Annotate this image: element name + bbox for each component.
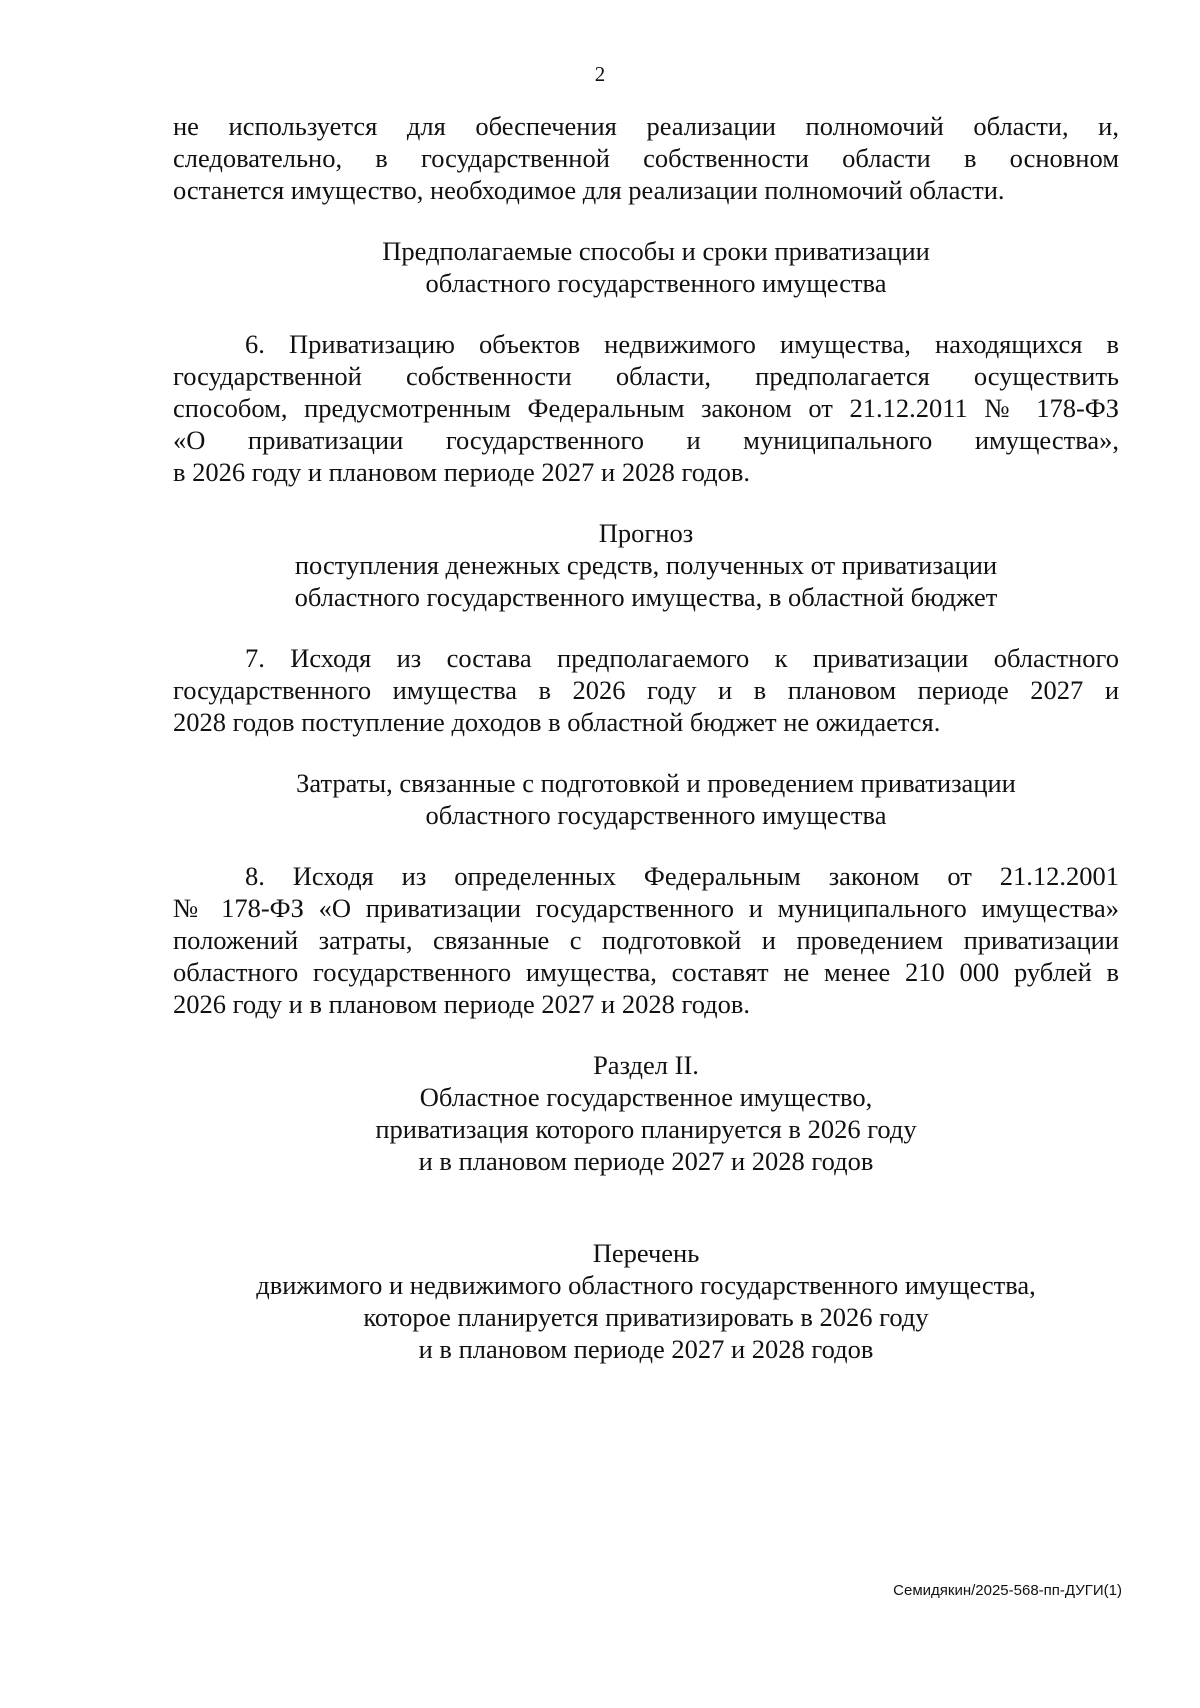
text-line: 7. Исходя из состава предполагаемого к приватизации областного bbox=[245, 643, 1119, 673]
paragraph-6 bbox=[173, 328, 1119, 488]
text-line: следовательно, в государственной собственности области в основном bbox=[173, 143, 1119, 173]
heading-forecast bbox=[173, 517, 1119, 613]
heading-line: областного государственного имущества bbox=[425, 800, 887, 830]
heading-line: областного государственного имущества bbox=[425, 268, 887, 298]
text-line: способом, предусмотренным Федеральным законом от 21.12.2011 № 178-ФЗ bbox=[173, 393, 1119, 423]
paragraph-7 bbox=[173, 642, 1119, 738]
text-line: 8. Исходя из определенных Федеральным законом от 21.12.2001 bbox=[245, 861, 1119, 891]
heading-line: и в плановом периоде 2027 и 2028 годов bbox=[418, 1334, 874, 1364]
heading-line: Прогноз bbox=[598, 518, 694, 548]
text-line: не используется для обеспечения реализации полномочий области, и, bbox=[173, 111, 1119, 141]
heading-line: областного государственного имущества, в областной бюджет bbox=[294, 582, 998, 612]
heading-section-2 bbox=[173, 1049, 1119, 1177]
heading-methods bbox=[173, 235, 1119, 299]
text-line: № 178-ФЗ «О приватизации государственного и муниципального имущества» bbox=[173, 893, 1119, 923]
heading-line: движимого и недвижимого областного государственного имущества, bbox=[256, 1270, 1036, 1300]
heading-line: которое планируется приватизировать в 2026 году bbox=[363, 1302, 929, 1332]
document-body bbox=[173, 110, 1119, 1365]
paragraph-8 bbox=[173, 860, 1119, 1020]
heading-line: Областное государственное имущество, bbox=[419, 1082, 873, 1112]
heading-list bbox=[173, 1237, 1119, 1365]
heading-line: поступления денежных средств, полученных от приватизации bbox=[294, 550, 998, 580]
text-line: положений затраты, связанные с подготовкой и проведением приватизации bbox=[173, 925, 1119, 955]
text-line: «О приватизации государственного и муниципального имущества», bbox=[173, 425, 1119, 455]
text-line: государственной собственности области, предполагается осуществить bbox=[173, 361, 1119, 391]
heading-costs bbox=[173, 767, 1119, 831]
text-line: 2026 году и в плановом периоде 2027 и 2028 годов. bbox=[173, 989, 751, 1019]
heading-line: Раздел II. bbox=[593, 1050, 699, 1080]
text-line: 6. Приватизацию объектов недвижимого имущества, находящихся в bbox=[245, 329, 1119, 359]
text-line: в 2026 году и плановом периоде 2027 и 2028 годов. bbox=[173, 457, 751, 487]
heading-line: Затраты, связанные с подготовкой и проведением приватизации bbox=[296, 768, 1016, 798]
heading-line: приватизация которого планируется в 2026 году bbox=[375, 1114, 917, 1144]
heading-line: и в плановом периоде 2027 и 2028 годов bbox=[418, 1146, 874, 1176]
page-number: 2 bbox=[594, 62, 606, 86]
text-line: государственного имущества в 2026 году и в плановом периоде 2027 и bbox=[173, 675, 1119, 705]
heading-line: Предполагаемые способы и сроки приватизации bbox=[382, 236, 930, 266]
text-line: останется имущество, необходимое для реализации полномочий области. bbox=[173, 175, 1005, 205]
intro-paragraph bbox=[173, 110, 1119, 206]
text-line: областного государственного имущества, составят не менее 210 000 рублей в bbox=[173, 957, 1119, 987]
text-line: 2028 годов поступление доходов в областной бюджет не ожидается. bbox=[173, 707, 941, 737]
heading-line: Перечень bbox=[592, 1238, 700, 1268]
document-code: Семидякин/2025-568-пп-ДУГИ(1) bbox=[893, 1582, 1122, 1599]
